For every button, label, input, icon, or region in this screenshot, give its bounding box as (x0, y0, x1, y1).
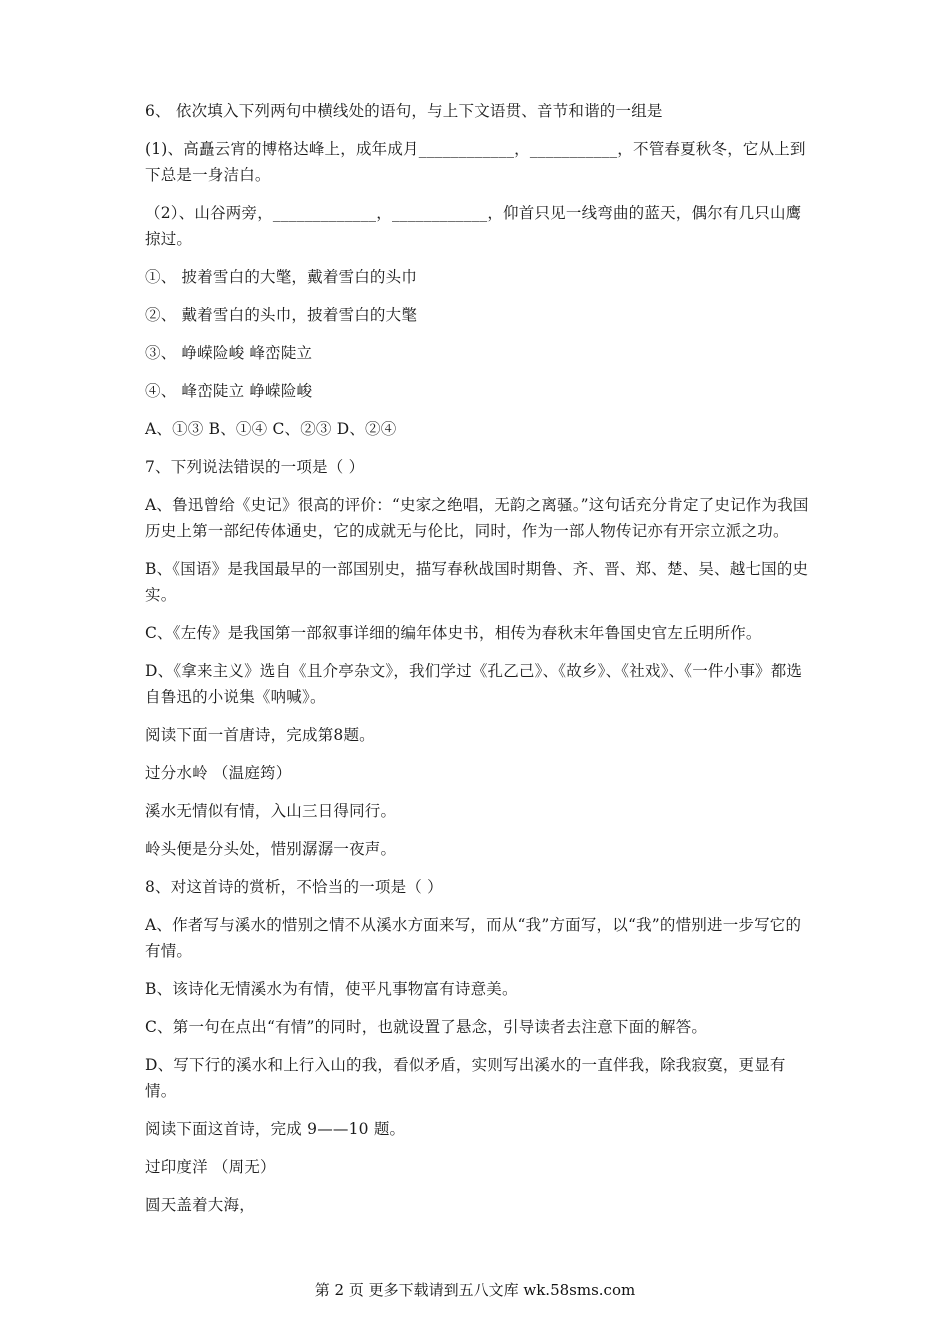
question-6-option-1: ①、 披着雪白的大氅，戴着雪白的头巾 (145, 268, 418, 286)
question-6-stem: 6、 依次填入下列两句中横线处的语句，与上下文语贯、音节和谐的一组是 (145, 102, 663, 120)
question-7-option-a: A、鲁迅曾给《史记》很高的评价：“史家之绝唱，无韵之离骚。”这句话充分肯定了史记作为我国历史上第一部纪传体通史，它的成就无与伦比，同时，作为一部人物传记亦有开宗立派之功。 (145, 496, 809, 540)
question-7-stem: 7、下列说法错误的一项是（ ） (145, 458, 365, 476)
poem-line-1: 溪水无情似有情，入山三日得同行。 (145, 802, 397, 820)
question-8-option-b: B、该诗化无情溪水为有情，使平凡事物富有诗意美。 (145, 980, 518, 998)
question-6-option-4: ④、 峰峦陡立 峥嵘险峻 (145, 382, 313, 400)
question-7-option-d: D、《拿来主义》选自《且介亭杂文》，我们学过《孔乙己》、《故乡》、《社戏》、《一件小事》都选自鲁迅的小说集《呐喊》。 (145, 662, 803, 706)
question-8-option-a: A、作者写与溪水的惜别之情不从溪水方面来写，而从“我”方面写，以“我”的惜别进一步写它的有情。 (145, 916, 802, 960)
poem-line-2: 岭头便是分头处，惜别潺潺一夜声。 (145, 840, 397, 858)
question-8-option-d: D、写下行的溪水和上行入山的我，看似矛盾，实则写出溪水的一直伴我，除我寂寞，更显有情。 (145, 1056, 786, 1100)
question-6-choices: A、①③ B、①④ C、②③ D、②④ (145, 420, 397, 438)
question-6-sentence-1: (1)、高矗云宵的博格达峰上，成年成月____________，___________，不管春夏秋冬，它从上到下总是一身洁白。 (145, 140, 806, 184)
poem-title-2: 过印度洋 （周无） (145, 1158, 276, 1176)
page-footer: 第 2 页 更多下载请到五八文库 wk.58sms.com (314, 1281, 636, 1299)
poem-2-line-1: 圆天盖着大海， (145, 1196, 255, 1214)
question-7-option-b: B、《国语》是我国最早的一部国别史，描写春秋战国时期鲁、齐、晋、郑、楚、吴、越七国的史实。 (145, 560, 809, 604)
question-6-sentence-2: （2）、山谷两旁，_____________，____________，仰首只见一线弯曲的蓝天，偶尔有几只山鹰掠过。 (145, 204, 802, 248)
question-6-option-2: ②、 戴着雪白的头巾，披着雪白的大氅 (145, 306, 418, 324)
document-body (145, 98, 809, 1230)
question-8-stem: 8、对这首诗的赏析，不恰当的一项是（ ） (145, 878, 443, 896)
question-8-option-c: C、第一句在点出“有情”的同时，也就设置了悬念，引导读者去注意下面的解答。 (145, 1018, 708, 1036)
poem-title-1: 过分水岭 （温庭筠） (145, 764, 292, 782)
question-6-option-3: ③、 峥嵘险峻 峰峦陡立 (145, 344, 313, 362)
reading-instruction-8: 阅读下面一首唐诗，完成第8题。 (145, 726, 375, 744)
reading-instruction-9-10: 阅读下面这首诗，完成 9——10 题。 (145, 1120, 406, 1138)
question-7-option-c: C、《左传》是我国第一部叙事详细的编年体史书，相传为春秋末年鲁国史官左丘明所作。 (145, 624, 762, 642)
